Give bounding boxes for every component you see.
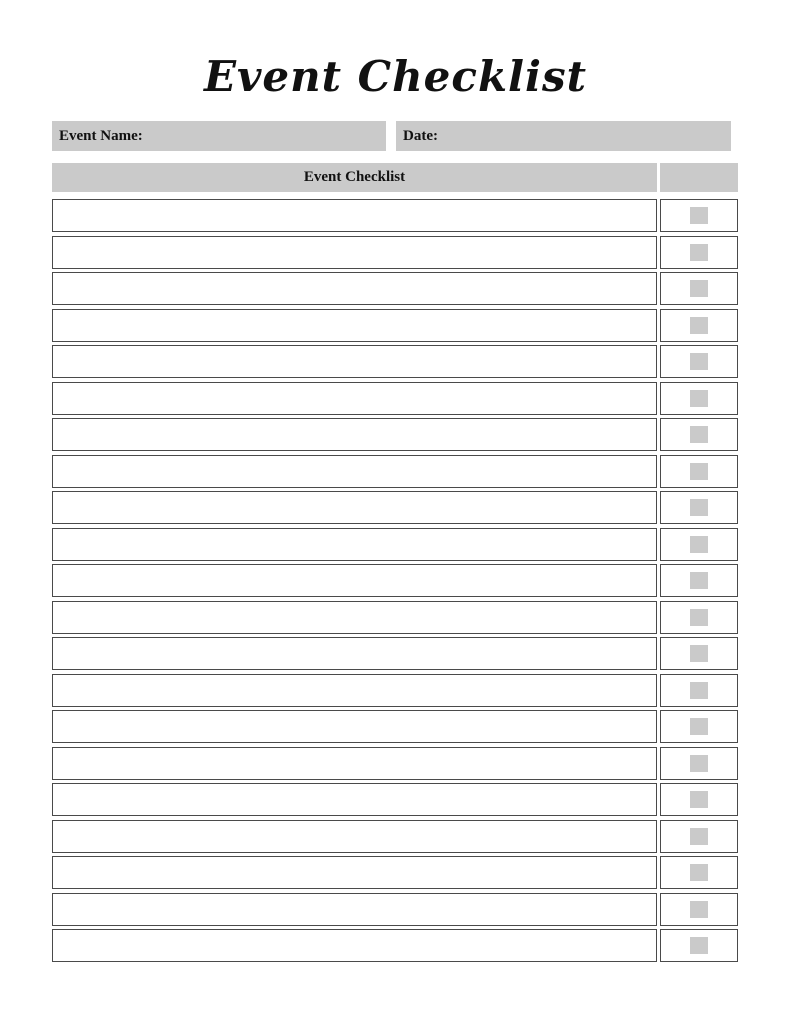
checkbox[interactable]: [690, 353, 708, 370]
checklist-row: [52, 856, 739, 889]
checklist-row: [52, 345, 739, 378]
checkbox-cell: [660, 674, 738, 707]
checkbox-cell: [660, 309, 738, 342]
checklist-row: [52, 199, 739, 232]
checkbox-cell: [660, 710, 738, 743]
task-entry-field[interactable]: [52, 820, 657, 853]
checklist-rows: [52, 199, 739, 966]
checkbox[interactable]: [690, 645, 708, 662]
checkbox[interactable]: [690, 682, 708, 699]
checklist-row: [52, 674, 739, 707]
date-field[interactable]: [396, 121, 731, 151]
checkbox[interactable]: [690, 937, 708, 954]
checkbox[interactable]: [690, 463, 708, 480]
checkbox-cell: [660, 601, 738, 634]
task-entry-field[interactable]: [52, 455, 657, 488]
checklist-row: [52, 710, 739, 743]
checkbox-cell: [660, 747, 738, 780]
checklist-row: [52, 637, 739, 670]
task-entry-field[interactable]: [52, 929, 657, 962]
checkbox[interactable]: [690, 791, 708, 808]
task-entry-field[interactable]: [52, 783, 657, 816]
checkbox-cell: [660, 236, 738, 269]
checkbox[interactable]: [690, 718, 708, 735]
checkbox-cell: [660, 382, 738, 415]
checklist-header: Event Checklist: [52, 163, 657, 192]
checkbox-cell: [660, 491, 738, 524]
task-entry-field[interactable]: [52, 856, 657, 889]
event-name-field[interactable]: [52, 121, 386, 151]
task-entry-field[interactable]: [52, 528, 657, 561]
checklist-row: [52, 491, 739, 524]
checklist-row: [52, 893, 739, 926]
checklist-row: [52, 747, 739, 780]
checkbox[interactable]: [690, 317, 708, 334]
checkbox-cell: [660, 564, 738, 597]
task-entry-field[interactable]: [52, 382, 657, 415]
date-label: Date:: [403, 128, 438, 144]
task-entry-field[interactable]: [52, 199, 657, 232]
checkbox[interactable]: [690, 572, 708, 589]
checklist-row: [52, 418, 739, 451]
task-entry-field[interactable]: [52, 272, 657, 305]
task-entry-field[interactable]: [52, 564, 657, 597]
checkbox[interactable]: [690, 755, 708, 772]
page-title: Event Checklist: [203, 52, 587, 101]
checklist-row: [52, 236, 739, 269]
checkbox[interactable]: [690, 280, 708, 297]
checklist-row: [52, 929, 739, 962]
checkbox[interactable]: [690, 901, 708, 918]
task-entry-field[interactable]: [52, 637, 657, 670]
checkbox-cell: [660, 783, 738, 816]
checkbox[interactable]: [690, 390, 708, 407]
checkbox-column-header: [660, 163, 738, 192]
checkbox-cell: [660, 528, 738, 561]
checkbox[interactable]: [690, 536, 708, 553]
checklist-row: [52, 309, 739, 342]
checklist-row: [52, 564, 739, 597]
checkbox-cell: [660, 637, 738, 670]
checkbox-cell: [660, 856, 738, 889]
task-entry-field[interactable]: [52, 418, 657, 451]
checkbox-cell: [660, 345, 738, 378]
checkbox[interactable]: [690, 426, 708, 443]
task-entry-field[interactable]: [52, 601, 657, 634]
task-entry-field[interactable]: [52, 309, 657, 342]
checkbox[interactable]: [690, 828, 708, 845]
checkbox-cell: [660, 929, 738, 962]
checkbox-cell: [660, 199, 738, 232]
checklist-row: [52, 783, 739, 816]
checklist-row: [52, 601, 739, 634]
task-entry-field[interactable]: [52, 710, 657, 743]
checklist-row: [52, 382, 739, 415]
task-entry-field[interactable]: [52, 893, 657, 926]
task-entry-field[interactable]: [52, 674, 657, 707]
checkbox[interactable]: [690, 609, 708, 626]
checkbox[interactable]: [690, 499, 708, 516]
task-entry-field[interactable]: [52, 345, 657, 378]
checkbox-cell: [660, 893, 738, 926]
checkbox-cell: [660, 455, 738, 488]
checkbox[interactable]: [690, 864, 708, 881]
checklist-row: [52, 455, 739, 488]
checkbox[interactable]: [690, 244, 708, 261]
checklist-row: [52, 528, 739, 561]
checkbox[interactable]: [690, 207, 708, 224]
task-entry-field[interactable]: [52, 491, 657, 524]
task-entry-field[interactable]: [52, 747, 657, 780]
checklist-row: [52, 272, 739, 305]
event-name-label: Event Name:: [59, 128, 143, 144]
checkbox-cell: [660, 272, 738, 305]
checklist-row: [52, 820, 739, 853]
checkbox-cell: [660, 418, 738, 451]
checkbox-cell: [660, 820, 738, 853]
task-entry-field[interactable]: [52, 236, 657, 269]
